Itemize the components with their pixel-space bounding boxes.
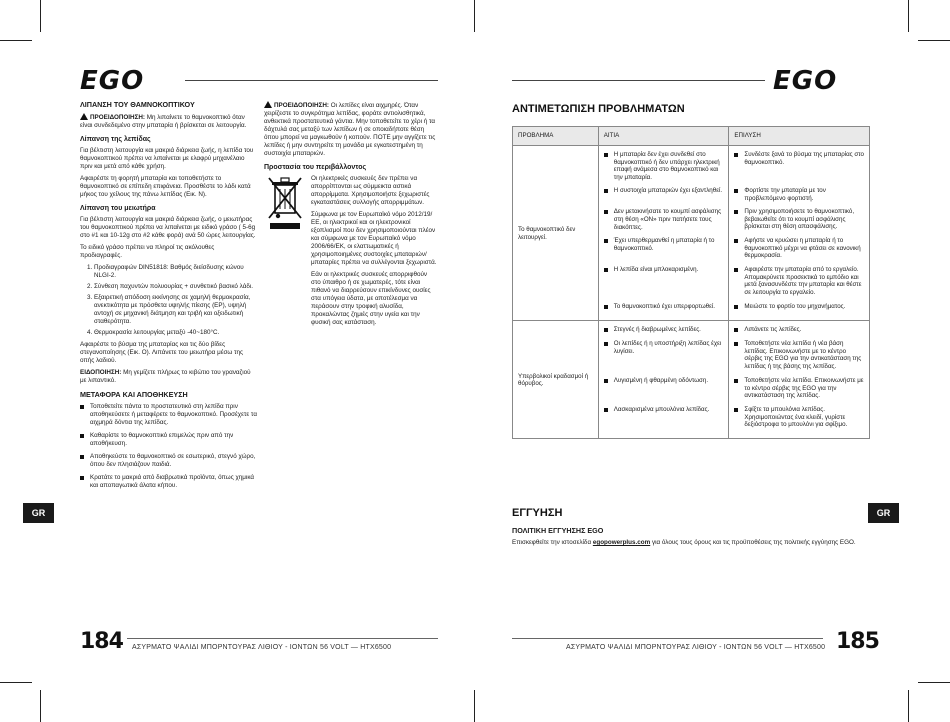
warning-triangle-icon [80,113,88,120]
environment-p2: Σύμφωνα με τον Ευρωπαϊκό νόμο 2012/19/ΕΕ, οι ηλεκτρικοί και οι ηλεκτρονικοί εξοπλισμοί που δεν χρησιμοποιούνται πλέον και σύμφωνα με τον Ευρωπαϊκό νόμο 2006/66/ΕΚ, οι ελαττωματικές ή χρησιμοποιημένες συστοιχίες μπαταριών/μπαταρίες πρέπει να συλλέγονται ξεχωριστά. [311,211,437,266]
table-header-cause: ΑΙΤΙΑ [598,127,729,146]
list-item: Καθαρίστε το θαμνοκοπτικό επιμελώς πριν από την αποθήκευση. [80,432,258,448]
list-item: Κρατάτε το μακριά από διαβρωτικά προϊόντα, όπως χημικά και αποπαγωτικά άλατα κήπου. [80,474,258,490]
warranty-link[interactable]: egopowerplus.com [592,539,651,546]
crop-mark [474,690,475,722]
footer-text-left: ΑΣΥΡΜΑΤΟ ΨΑΛΙΔΙ ΜΠΟΡΝΤΟΥΡΑΣ ΛΙΘΙΟΥ - ΙΟΝΤΩΝ 56 VOLT — HTX6500 [132,644,392,651]
lubrication-title: ΛΙΠΑΝΣΗ ΤΟΥ ΘΑΜΝΟΚΟΠΤΙΚΟΥ [80,100,195,109]
list-item: 1. Προδιαγραφών DIN51818: Βαθμός διείσδυσης κώνου NLGI-2. [94,264,258,280]
warning-paragraph: ΠΡΟΕΙΔΟΠΟΙΗΣΗ: Μη λιπαίνετε το θαμνοκοπτικό όταν είναι συνδεδεμένο στην μπαταρία ή βρίσκεται σε λειτουργία. [80,114,247,129]
table-header-problem: ΠΡΟΒΛΗΜΑ [513,127,599,146]
transport-title: ΜΕΤΑΦΟΡΑ ΚΑΙ ΑΠΟΘΗΚΕΥΣΗ [80,390,188,399]
crop-mark [918,682,950,683]
environment-p1: Οι ηλεκτρικές συσκευές δεν πρέπει να απορρίπτονται ως σύμμεικτα αστικά απορρίμματα. Χρησιμοποιήστε ξεχωριστές εγκαταστάσεις συλλογής απορριμμάτων. [311,175,430,206]
warranty-subtitle: ΠΟΛΙΤΙΚΗ ΕΓΓΥΗΣΗΣ EGO [512,526,604,535]
cause-cell: Η μπαταρία δεν έχει συνδεθεί στο θαμνοκοπτικό ή δεν υπάρχει ηλεκτρική επαφή ανάμεσα στο θαμνοκοπτικό και την μπαταρία. Η συστοιχία μπαταριών έχει εξαντληθεί. Δεν μετακινήσατε το κουμπί ασφάλισης στη θέση «ON» πριν πατήσετε τους διακόπτες. Έχει υπερθερμανθεί η μπαταρία ή το θαμνοκοπτικό. Η λεπίδα είναι μπλοκαρισμένη. Το θαμνοκοπτικό έχει υπερφορτωθεί. [598,146,729,321]
crop-mark [40,0,41,32]
left-column-1 [80,101,258,495]
crop-mark [908,690,909,722]
left-column-2 [264,101,438,331]
footer-rule-left [127,638,438,639]
warranty-text: Επισκεφθείτε την ιστοσελίδα egopowerplus.com για όλους τους όρους και τις προϋποθέσεις της πολιτικής εγγύησης EGO. [512,539,856,546]
crossed-bin-icon [266,175,304,231]
warranty-block [512,527,872,551]
grease-spec-list [80,264,258,337]
solution-cell: Λιπάνετε τις λεπίδες. Τοποθετήστε νέα λεπίδα ή νέα βάση λεπίδας. Επικοινωνήστε με το κέντρο σέρβις της EGO για την αντικατάσταση της λεπίδας ή της βάσης της λεπίδας. Τοποθετήστε νέα λεπίδα. Επικοινωνήστε με το κέντρο σέρβις της EGO για την αντικατάσταση της λεπίδας. Σφίξτε τα μπουλόνια λεπίδας. Χρησιμοποιώντας ένα κλειδί, γυρίστε δεξιόστροφα το μπουλόνι για σφίξιμο. [729,320,870,438]
warning-triangle-icon [264,101,272,108]
environment-p3: Εάν οι ηλεκτρικές συσκευές απορριφθούν στο ύπαιθρο ή σε χωματερές, τότε είναι πιθανό να διαρρεύσουν επικίνδυνες ουσίες στα υπόγεια ύδατα, με αποτέλεσμα να περάσουν στην τροφική αλυσίδα, προκαλώντας ζημιές στην υγεία και την φυσική σας κατάσταση. [311,271,431,326]
crop-mark [40,690,41,722]
gear-lube-title: Λίπανση του μειωτήρα [80,205,156,212]
solution-cell: Συνδέστε ξανά το βύσμα της μπαταρίας στο θαμνοκοπτικό. Φορτίστε την μπαταρία με τον προβλεπόμενο φορτιστή. Πριν χρησιμοποιήσετε το θαμνοκοπτικό, βεβαιωθείτε ότι το κουμπί ασφάλισης βρίσκεται στη θέση απασφάλισης. Αφήστε να κρυώσει η μπαταρία ή το θαμνοκοπτικό μέχρι να φτάσει σε κανονική θερμοκρασία. Αφαιρέστε την μπαταρία από το εργαλείο. Απομακρύνετε προσεκτικά το εμπόδιο και μετά ξανασυνδέστε την μπαταρία και θέστε σε λειτουργία το εργαλείο. Μειώστε το φορτίο του μηχανήματος. [729,146,870,321]
language-tab-right: GR [868,503,899,523]
blade-lube-p2: Αφαιρέστε τη φορητή μπαταρία και τοποθετήστε το θαμνοκοπτικό σε επίπεδη επιφάνεια. Προσθέστε το λάδι κατά μήκος του χείλους της πάνω λεπίδας (Εικ. N). [80,175,251,198]
ego-logo-left: EGO [80,66,145,96]
transport-list [80,403,258,490]
list-item: Τοποθετείτε πάντα το προστατευτικό στη λεπίδα πριν αποθηκεύσετε ή μεταφέρετε το θαμνοκοπτικό. Προσέχετε τα αιχμηρά δόντια της λεπίδας. [80,403,258,427]
page-number-right: 185 [836,629,879,654]
table-row [513,320,870,438]
blade-warning-paragraph: ΠΡΟΕΙΔΟΠΟΙΗΣΗ: Οι λεπίδες είναι αιχμηρές. Όταν χειρίζεστε το συγκρότημα λεπίδας, φοράτε αντιολισθητικά, ανθεκτικά προστατευτικά γάντια. Μην τοποθετείτε το χέρι ή τα δάχτυλά σας μεταξύ των λεπίδων ή σε οποιαδήποτε θέση όπου μπορεί να μαγκωθούν ή κοπούν. ΠΟΤΕ μην αγγίζετε τις λεπίδες ή μην συντηρείτε τη μονάδα με εγκατεστημένη τη συστοιχία μπαταριών. [264,102,436,157]
troubleshooting-table [512,126,870,439]
crop-mark [0,682,32,683]
gear-lube-p3: Αφαιρέστε το βύσμα της μπαταρίας και τις δύο βίδες στεγανοποίησης (Εικ. O). Λιπάνετε του μειωτήρα μέσω της οπής λαδιού. [80,341,244,364]
header-rule-left [185,80,438,81]
crop-mark [918,40,950,41]
header-rule-right [512,80,765,81]
crop-mark [0,40,32,41]
cause-cell: Στεγνές ή διαβρωμένες λεπίδες. Οι λεπίδες ή η υποστήριξη λεπίδας έχει λυγίσει. Λυγισμένη ή φθαρμένη οδόντωση. Λασκαρισμένα μπουλόνια λεπίδας. [598,320,729,438]
list-item: Αποθηκεύστε το θαμνοκοπτικό σε εσωτερικό, στεγνό χώρο, όπου δεν πλησιάζουν παιδιά. [80,453,258,469]
ego-logo-right: EGO [773,66,838,96]
list-item: 2. Σύνθεση παχυντών πολυουρίας + συνθετικό βασικό λάδι. [94,283,258,291]
problem-cell: Υπερβολικοί κραδασμοί ή θόρυβος. [513,320,599,438]
gear-lube-p2: Το ειδικό γράσο πρέπει να πληροί τις ακόλουθες προδιαγραφές. [80,244,215,259]
language-tab-left: GR [23,503,54,523]
blade-lube-p1: Για βέλτιστη λειτουργία και μακριά διάρκεια ζωής, η λεπίδα του θαμνοκοπτικού πρέπει να λιπαίνεται με ελαφρύ μηχανέλαιο πριν και μετά από κάθε χρήση. [80,147,254,170]
page-number-left: 184 [80,629,123,654]
crop-mark [908,0,909,32]
list-item: 3. Εξαιρετική απόδοση εκκίνησης σε χαμηλή θερμοκρασία, ανεκτικότητα με πρόσθετα υψηλής πίεσης (EP), υψηλή αντοχή σε μηχανική διάτμηση και τριβή και οξειδωτική σταθερότητα. [94,294,258,326]
gear-lube-p1: Για βέλτιστη λειτουργία και μακριά διάρκεια ζωής, ο μειωτήρας του θαμνοκοπτικού πρέπει να λιπαίνεται με ειδικό γράσο ( 5-6g στο #1 και 10-12g στο #2 κάθε φορά) ανά 50 ώρες λειτουργίας. [80,216,256,239]
environment-block [264,175,438,327]
blade-lube-title: Λίπανση της λεπίδας [80,136,151,143]
table-row [513,146,870,321]
troubleshooting-title: ΑΝΤΙΜΕΤΩΠΙΣΗ ΠΡΟΒΛΗΜΑΤΩΝ [512,103,685,115]
table-header-solution: ΕΠΙΛΥΣΗ [729,127,870,146]
crop-mark [474,0,475,32]
footer-text-right: ΑΣΥΡΜΑΤΟ ΨΑΛΙΔΙ ΜΠΟΡΝΤΟΥΡΑΣ ΛΙΘΙΟΥ - ΙΟΝΤΩΝ 56 VOLT — HTX6500 [566,644,826,651]
footer-rule-right [512,638,823,639]
notice-paragraph: ΕΙΔΟΠΟΙΗΣΗ: Μη γεμίζετε πλήρως το κιβώτιο του γραναζιού με λιπαντικό. [80,369,251,384]
environment-title: Προστασία του περιβάλλοντος [264,164,367,171]
list-item: 4. Θερμοκρασία λειτουργίας μεταξύ -40~180°C. [94,329,258,337]
warranty-title: ΕΓΓΥΗΣΗ [512,507,563,519]
problem-cell: Το θαμνοκοπτικό δεν λειτουργεί. [513,146,599,321]
